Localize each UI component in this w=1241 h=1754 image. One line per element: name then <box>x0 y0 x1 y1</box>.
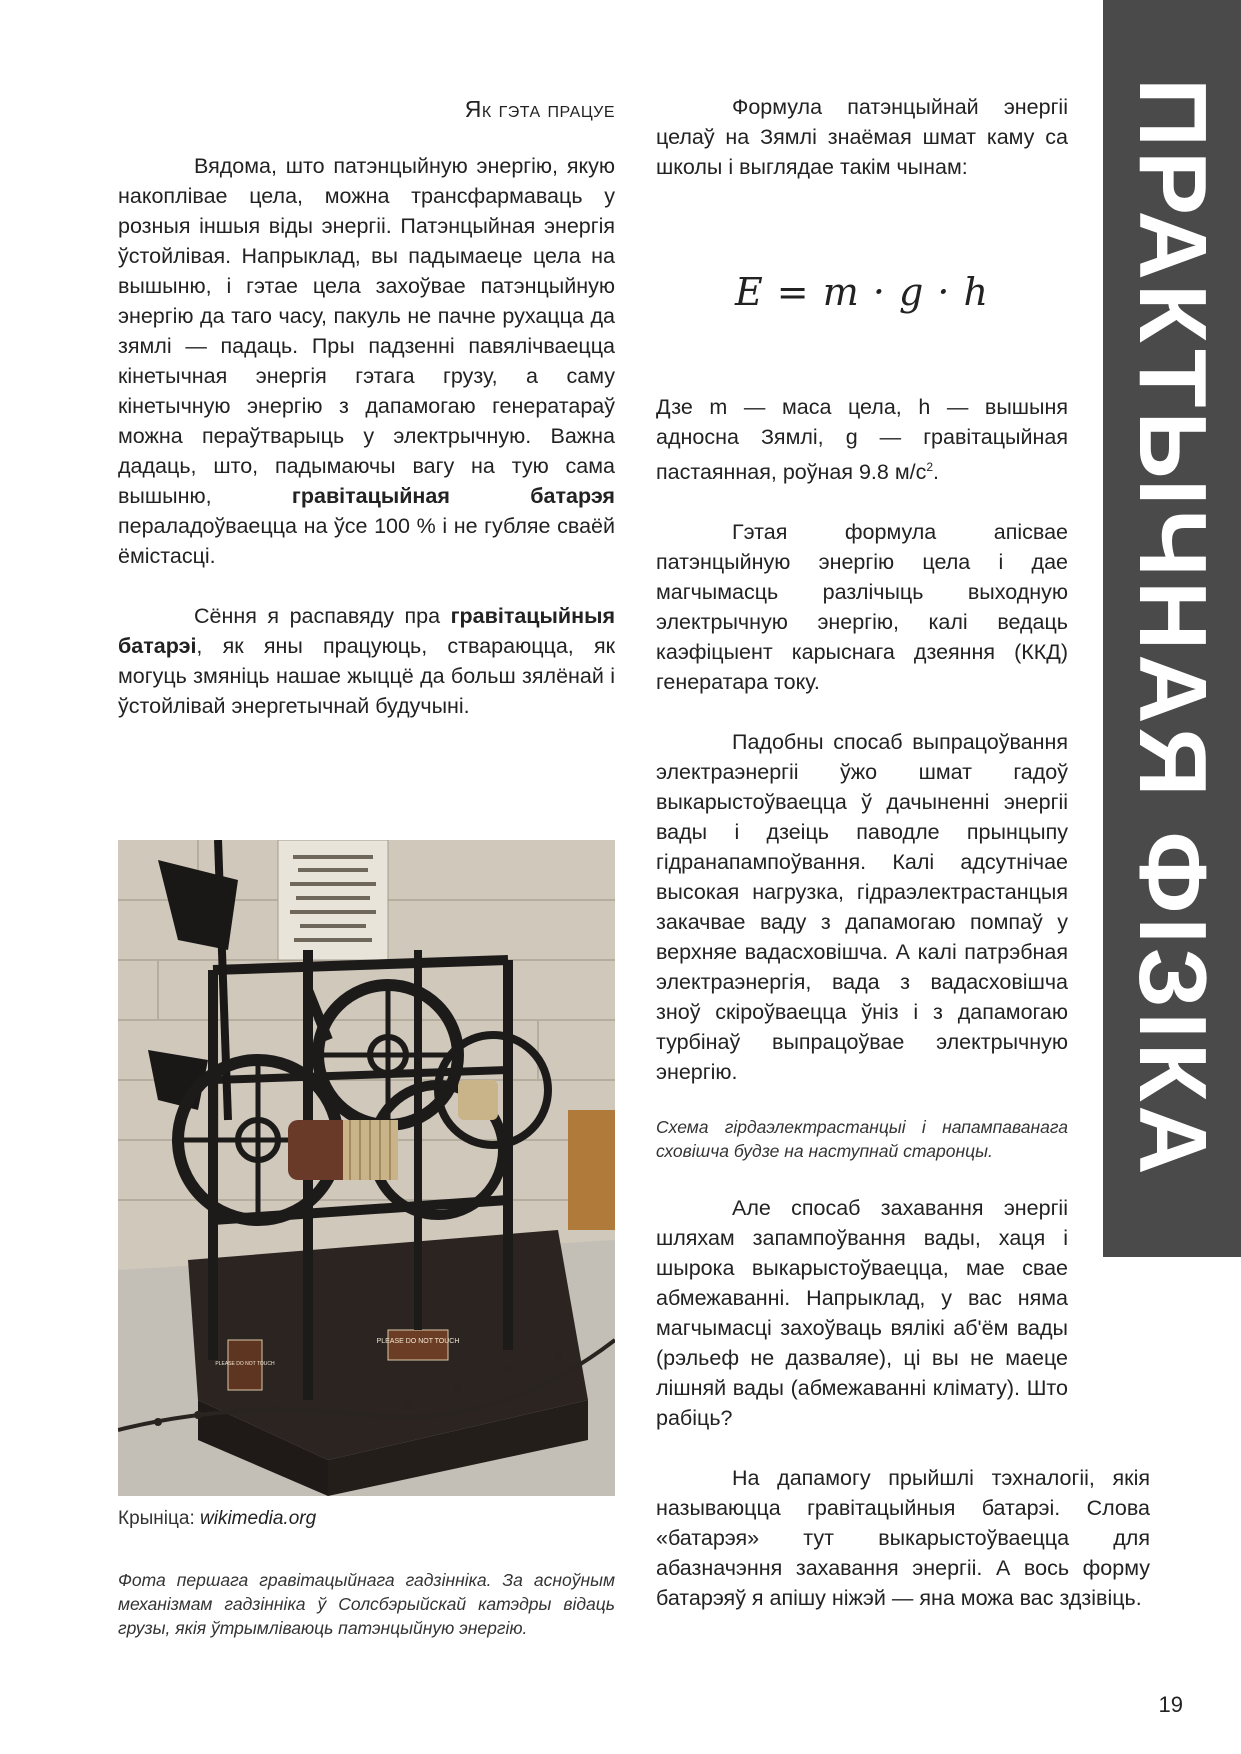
right-paragraph-2 <box>656 392 1068 487</box>
clock-photo <box>118 840 615 1496</box>
sidebar-title-text: ПРАКТЫЧНАЯ ФІЗІКА <box>1119 78 1226 1179</box>
right-p2-end: . <box>933 460 939 485</box>
left-column <box>118 96 615 721</box>
page-number: 19 <box>1158 1692 1183 1717</box>
right-p2-sup: 2 <box>926 460 934 474</box>
left-paragraph-1 <box>118 151 615 571</box>
left-p2-text: Сёння я распавяду пра <box>194 604 451 628</box>
left-p1-text-end: пераладоўваецца на ўсе 100 % і не губляе сваёй ёмістасці. <box>118 514 615 568</box>
left-p2-text-end: , як яны працуюць, ствараюцца, як могуць змяніць нашае жыццё да больш зялёнай і ўстойлівай энергетычнай будучыні. <box>118 634 615 718</box>
section-heading: Як гэта працуе <box>464 96 615 122</box>
right-paragraph-4: Падобны спосаб выпрацоўвання электраэнергіі ўжо шмат гадоў выкарыстоўваецца ў дачыненні энергіі вады і дзеіць паводле прынцыпу гідранапампоўвання. Калі адсутнічае высокая нагрузка, гідраэлектрастанцыя закачвае ваду з дапамогаю помпаў у верхняе вадасховішча. А калі патрэбная электраэнергія, вада з вадасховішча зноў скіроўваецца ўніз і з дапамогаю турбінаў выпрацоўвае электрычную энергію. <box>656 730 1068 1085</box>
clock-illustration <box>118 840 615 1496</box>
left-paragraph-2 <box>118 601 615 721</box>
left-p2-bold: гравітацыйныя батарэі <box>118 604 615 658</box>
photo-caption-text: Фота першага гравітацыйнага гадзінніка. За асноўным механізмам гадзінніка ў Солсбэрыйскай катэдры відаць грузы, якія ўтрымліваюць патэнцыйную энергію. <box>118 1570 615 1638</box>
photo-caption <box>118 1568 615 1640</box>
right-paragraph-6: На дапамогу прыйшлі тэхналогіі, якія называюцца гравітацыйныя батарэі. Слова «батарэя» тут выкарыстоўваецца для абазначэння захавання энергіі. А вось форму батарэяў я апішу ніжэй — яна можа вас здзівіць. <box>656 1466 1150 1611</box>
energy-formula: E = m · g · h <box>734 270 990 314</box>
photo-sign-1: PLEASE DO NOT TOUCH <box>376 1338 460 1345</box>
right-paragraph-5: Але спосаб захавання энергіі шляхам запампоўвання вады, хаця і шырока выкарыстоўваецца, мае свае абмежаванні. Напрыклад, у вас няма магчымасці захоўваць вялікі аб'ём вады (рэльеф не дазваляе), ці вы не маеце лішняй вады (абмежаванні клімату). Што рабіць? <box>656 1196 1068 1431</box>
source-label: Крыніца: <box>118 1508 201 1529</box>
photo-sign-2: PLEASE DO NOT TOUCH <box>215 1361 275 1367</box>
left-p1-text: Вядома, што патэнцыйную энергію, якую накоплівае цела, можна трансфармаваць у розныя іншыя віды энергіі. Патэнцыйная энергія ўстойлівая. Напрыклад, вы падымаеце цела на вышыню, і гэтае цела захоўвае патэнцыйную энергію да таго часу, пакуль не пачне рухацца да зямлі — падаць. Пры падзенні павялічваецца кінетычная энергія гэтага грузу, а саму кінетычную энергію з дапамогаю генератараў можна пераўтварыць у электрычную. Важна дадаць, што, падымаючы вагу на тую сама вышыню, <box>118 154 615 508</box>
photo-source <box>118 1500 615 1530</box>
source-value: wikimedia.org <box>200 1508 317 1529</box>
right-paragraph-1: Формула патэнцыйнай энергіі целаў на Зямлі знаёмая шмат каму са школы і выглядае такім чынам: <box>656 95 1068 179</box>
right-column <box>656 92 1150 1613</box>
right-paragraph-3: Гэтая формула апісвае патэнцыйную энергію цела і дае магчымасць разлічыць выходную электрычную энергію, калі ведаць каэфіцыент карыснага дзеяння (ККД) генератара току. <box>656 520 1068 695</box>
sidebar-title <box>1103 0 1241 1257</box>
right-p2-text: Дзе m — маса цела, h — вышыня адносна Зямлі, g — гравітацыйная пастаянная, роўная 9.8 м/с <box>656 395 1068 485</box>
left-p1-bold: гравітацыйная батарэя <box>291 484 615 508</box>
right-caption: Схема гірдаэлектрастанцыі і напампаванага сховішча будзе на наступнай старонцы. <box>656 1117 1068 1162</box>
